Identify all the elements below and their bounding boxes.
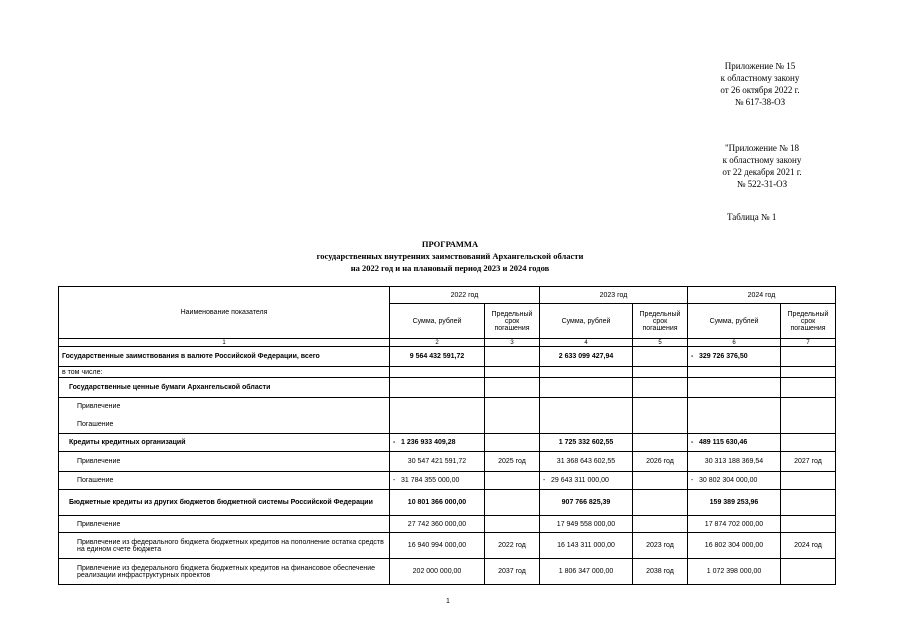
row-name: в том числе: (59, 367, 390, 378)
amount-header-2024: Сумма, рублей (688, 304, 781, 339)
table-row (59, 490, 836, 516)
row-name: Привлечение (59, 452, 390, 472)
column-number: 3 (485, 339, 540, 347)
term-cell (633, 347, 688, 367)
amount-cell: 31 784 355 000,00 (401, 477, 460, 484)
appendix-18-block (699, 142, 825, 190)
appendix-18-line2: к областному закону (722, 155, 802, 165)
column-number: 2 (390, 339, 485, 347)
table-row (59, 416, 836, 434)
amount-header-2022: Сумма, рублей (390, 304, 485, 339)
minus-sign: - (691, 353, 694, 360)
amount-cell: 30 313 188 369,54 (688, 452, 781, 472)
row-name: Государственные ценные бумаги Архангельской области (59, 378, 390, 398)
borrowing-program-table (58, 286, 836, 585)
term-cell: 2037 год (485, 559, 540, 585)
term-cell: 2024 год (781, 533, 836, 559)
appendix-15-line3: от 26 октября 2022 г. (720, 85, 800, 95)
appendix-18-line1: "Приложение № 18 (724, 143, 800, 153)
table-row (59, 559, 836, 585)
amount-cell: 29 643 311 000,00 (551, 477, 609, 484)
column-number: 1 (59, 339, 390, 347)
table-row (59, 378, 836, 398)
amount-cell: 159 389 253,96 (688, 490, 781, 516)
amount-cell: 10 801 366 000,00 (390, 490, 485, 516)
amount-cell: 1 236 933 409,28 (401, 439, 456, 446)
minus-sign: - (393, 439, 396, 446)
table-row (59, 533, 836, 559)
appendix-15-block (697, 60, 823, 108)
minus-sign: - (543, 477, 546, 484)
amount-cell: 2 633 099 427,94 (540, 347, 633, 367)
page-number: 1 (446, 598, 450, 605)
term-cell: 2026 год (633, 452, 688, 472)
row-name: Привлечение (59, 516, 390, 533)
appendix-15-line2: к областному закону (720, 73, 800, 83)
amount-cell: 16 940 994 000,00 (390, 533, 485, 559)
term-header-2024: Предельный срок погашения (781, 304, 836, 339)
amount-cell: 17 874 702 000,00 (688, 516, 781, 533)
row-name: Кредиты кредитных организаций (59, 434, 390, 452)
table-number: Таблица № 1 (727, 212, 777, 222)
minus-sign: - (691, 477, 694, 484)
amount-cell: 16 802 304 000,00 (688, 533, 781, 559)
term-cell (781, 347, 836, 367)
table-row (59, 434, 836, 452)
term-cell (485, 347, 540, 367)
amount-cell: 9 564 432 591,72 (390, 347, 485, 367)
year-2022-header: 2022 год (390, 287, 540, 304)
table-row (59, 367, 836, 378)
row-name: Бюджетные кредиты из других бюджетов бюджетной системы Российской Федерации (59, 490, 390, 516)
row-name: Привлечение (59, 398, 390, 416)
minus-sign: - (393, 477, 396, 484)
title-line1: ПРОГРАММА (421, 239, 479, 249)
row-name: Погашение (59, 472, 390, 490)
amount-cell: 30 802 304 000,00 (699, 477, 758, 484)
table-row (59, 452, 836, 472)
amount-cell: 1 806 347 000,00 (540, 559, 633, 585)
table-row (59, 347, 836, 367)
amount-cell: 27 742 360 000,00 (390, 516, 485, 533)
term-cell: 2022 год (485, 533, 540, 559)
name-column-header: Наименование показателя (59, 287, 390, 339)
column-number: 7 (781, 339, 836, 347)
term-cell: 2038 год (633, 559, 688, 585)
term-header-2022: Предельный срок погашения (485, 304, 540, 339)
minus-sign: - (691, 439, 694, 446)
amount-header-2023: Сумма, рублей (540, 304, 633, 339)
title-line3: на 2022 год и на плановый период 2023 и 2024 годов (350, 263, 550, 273)
amount-cell: 329 726 376,50 (699, 353, 748, 360)
year-2024-header: 2024 год (688, 287, 836, 304)
title-line2: государственных внутренних заимствований Архангельской области (316, 251, 584, 261)
amount-cell: 1 725 332 602,55 (540, 434, 633, 452)
column-numbers-row (59, 339, 836, 347)
row-name: Привлечение из федерального бюджета бюджетных кредитов на пополнение остатка средств на едином счете бюджета (59, 533, 390, 559)
amount-cell: 489 115 630,46 (699, 439, 748, 446)
column-number: 5 (633, 339, 688, 347)
appendix-15-line4: № 617-38-ОЗ (734, 97, 786, 107)
amount-cell: 1 072 398 000,00 (688, 559, 781, 585)
term-header-2023: Предельный срок погашения (633, 304, 688, 339)
row-name: Погашение (59, 416, 390, 434)
amount-cell: 202 000 000,00 (390, 559, 485, 585)
appendix-18-line4: № 522-31-ОЗ (736, 179, 788, 189)
document-title (240, 238, 660, 274)
amount-cell: 30 547 421 591,72 (390, 452, 485, 472)
table-row (59, 516, 836, 533)
year-2023-header: 2023 год (540, 287, 688, 304)
row-name: Привлечение из федерального бюджета бюджетных кредитов на финансовое обеспечение реализации инфраструктурных проектов (59, 559, 390, 585)
appendix-15-line1: Приложение № 15 (724, 61, 796, 71)
amount-cell: 907 766 825,39 (540, 490, 633, 516)
amount-cell: 17 949 558 000,00 (540, 516, 633, 533)
amount-cell: 16 143 311 000,00 (540, 533, 633, 559)
appendix-18-line3: от 22 декабря 2021 г. (722, 167, 802, 177)
amount-cell: 31 368 643 602,55 (540, 452, 633, 472)
table-row (59, 398, 836, 416)
term-cell: 2027 год (781, 452, 836, 472)
column-number: 6 (688, 339, 781, 347)
term-cell: 2023 год (633, 533, 688, 559)
table-row (59, 472, 836, 490)
term-cell: 2025 год (485, 452, 540, 472)
header-years-row (59, 287, 836, 304)
column-number: 4 (540, 339, 633, 347)
row-name: Государственные заимствования в валюте Российской Федерации, всего (59, 347, 390, 367)
